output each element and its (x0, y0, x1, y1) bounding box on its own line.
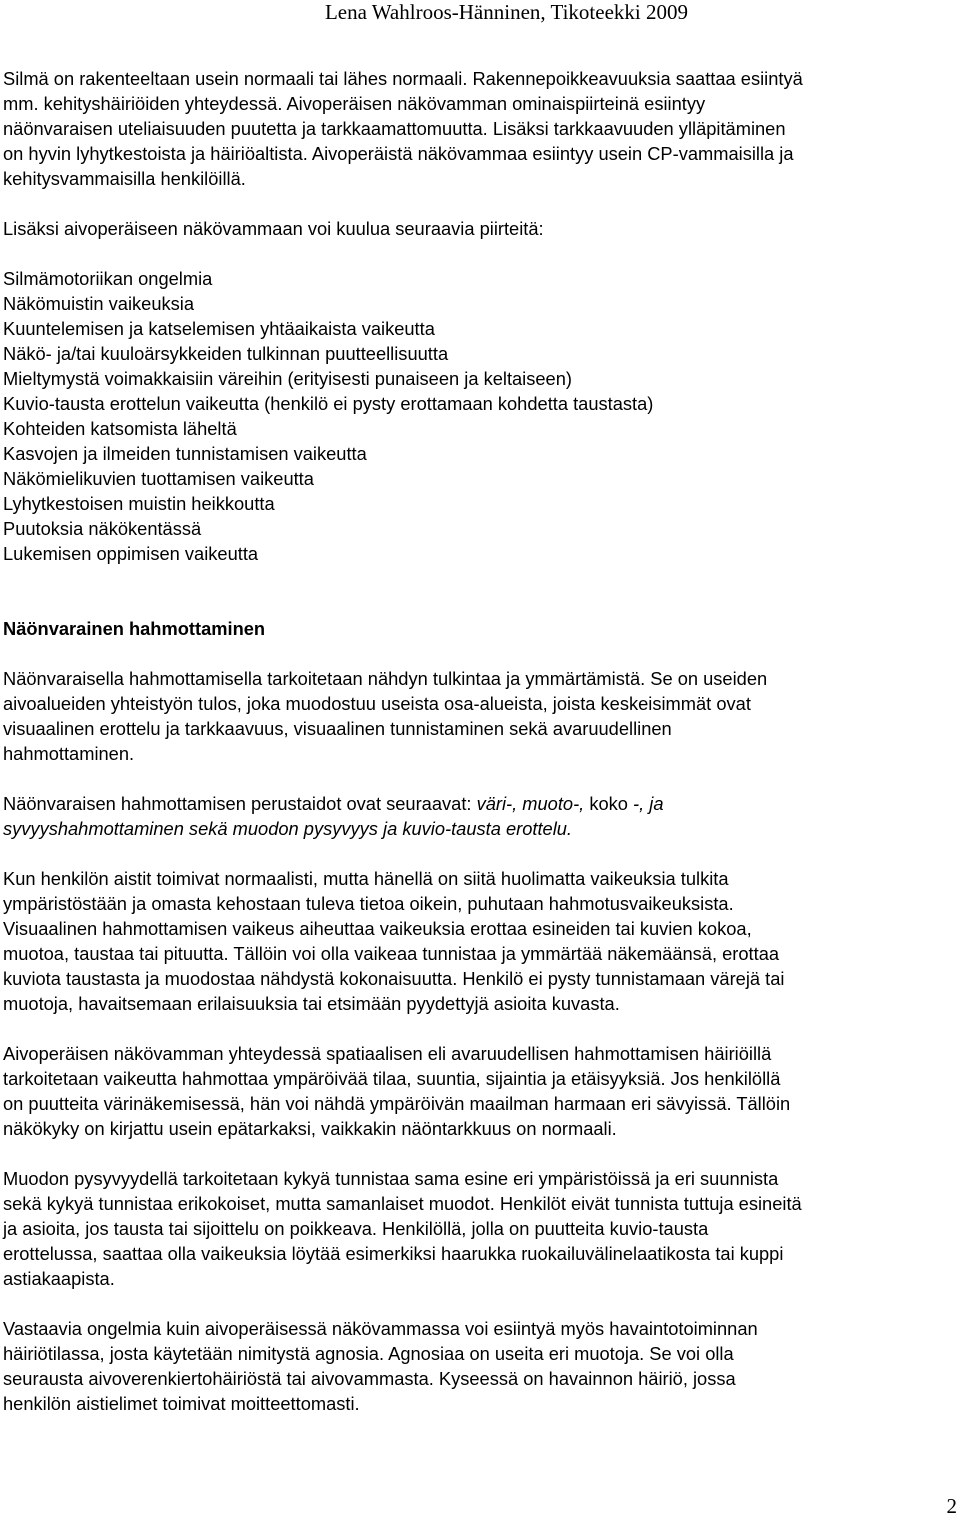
text-line: aivoalueiden yhteistyön tulos, joka muodostuu useista osa-alueista, joista keskeisimmät ovat (3, 693, 751, 714)
text-line: tarkoitetaan vaikeutta hahmottaa ympäröivää tilaa, suuntia, sijaintia ja etäisyyksiä. Jos henkilöllä (3, 1068, 781, 1089)
text-line: Vastaavia ongelmia kuin aivoperäisessä näkövammassa voi esiintyä myös havaintotoiminnan (3, 1318, 758, 1339)
text-segment-italic: -, ja (633, 793, 664, 814)
text-line: Silmä on rakenteeltaan usein normaali tai lähes normaali. Rakennepoikkeavuuksia saattaa esiintyä (3, 68, 803, 89)
text-line: hahmottaminen. (3, 743, 135, 764)
list-item: Näkömielikuvien tuottamisen vaikeutta (3, 468, 314, 489)
text-line: Muodon pysyvyydellä tarkoitetaan kykyä tunnistaa sama esine eri ympäristöissä ja eri suunnista (3, 1168, 779, 1189)
list-item: Lyhytkestoisen muistin heikkoutta (3, 493, 275, 514)
paragraph-agnosia (3, 1316, 958, 1416)
text-line: muotoa, taustaa tai pituutta. Tällöin voi olla vaikeaa tunnistaa ja ymmärtää näkemäänsä, erottaa (3, 943, 780, 964)
text-line: häiriötilassa, josta käytetään nimitystä agnosia. Agnosiaa on useita eri muotoja. Se voi olla (3, 1343, 734, 1364)
text-line: muotoja, havaitsemaan erilaisuuksia tai etsimään pyydettyjä asioita kuvasta. (3, 993, 620, 1014)
text-line: mm. kehityshäiriöiden yhteydessä. Aivoperäisen näkövamman ominaispiirteinä esiintyy (3, 93, 706, 114)
list-item: Kasvojen ja ilmeiden tunnistamisen vaikeutta (3, 443, 367, 464)
text-segment: Näönvaraisen hahmottamisen perustaidot ovat seuraavat: (3, 793, 477, 814)
list-item: Lukemisen oppimisen vaikeutta (3, 543, 259, 564)
text-line: Visuaalinen hahmottamisen vaikeus aiheuttaa vaikeuksia erottaa esineiden tai kuvien kokoa, (3, 918, 752, 939)
text-line: on hyvin lyhytkestoista ja häiriöaltista. Aivoperäistä näkövammaa esiintyy usein CP-vammaisilla ja (3, 143, 794, 164)
text-line: on puutteita värinäkemisessä, hän voi nähdä ympäröivän maailman harmaan eri sävyissä. Tällöin (3, 1093, 791, 1114)
list-item: Puutoksia näkökentässä (3, 518, 202, 539)
list-intro: Lisäksi aivoperäiseen näkövammaan voi kuulua seuraavia piirteitä: (3, 218, 544, 239)
page-number: 2 (946, 1494, 957, 1518)
text-line: kehitysvammaisilla henkilöillä. (3, 168, 246, 189)
paragraph-definition (3, 666, 958, 766)
list-item: Kuuntelemisen ja katselemisen yhtäaikaista vaikeutta (3, 318, 435, 339)
list-item: Kuvio-tausta erottelun vaikeutta (henkilö ei pysty erottamaan kohdetta taustasta) (3, 393, 654, 414)
text-line: ja asioita, jos tausta tai sijoittelu on poikkeava. Henkilöllä, jolla on puutteita kuvio-tausta (3, 1218, 709, 1239)
paragraph-eye-structure (3, 66, 958, 191)
text-line: seurausta aivoverenkiertohäiriöstä tai aivovammasta. Kyseessä on havainnon häiriö, jossa (3, 1368, 736, 1389)
text-line: näönvaraisen uteliaisuuden puutetta ja tarkkaamattomuutta. Lisäksi tarkkaavuuden ylläpitäminen (3, 118, 786, 139)
section-heading: Näönvarainen hahmottaminen (3, 618, 266, 639)
list-item: Näkö- ja/tai kuuloärsykkeiden tulkinnan puutteellisuutta (3, 343, 449, 364)
running-header: Lena Wahlroos-Hänninen, Tikoteekki 2009 (324, 0, 688, 24)
text-line: visuaalinen erottelu ja tarkkaavuus, visuaalinen tunnistaminen sekä avaruudellinen (3, 718, 672, 739)
list-item: Silmämotoriikan ongelmia (3, 268, 213, 289)
features-list (3, 266, 958, 566)
text-segment: koko (584, 793, 634, 814)
text-line: Näönvaraisella hahmottamisella tarkoitetaan nähdyn tulkintaa ja ymmärtämistä. Se on useiden (3, 668, 768, 689)
text-segment-italic: väri-, muoto-, (476, 793, 585, 814)
paragraph-basic-skills (3, 791, 958, 841)
list-item: Näkömuistin vaikeuksia (3, 293, 195, 314)
text-line: henkilön aistielimet toimivat moitteettomasti. (3, 1393, 360, 1414)
list-item: Mieltymystä voimakkaisiin väreihin (erityisesti punaiseen ja keltaiseen) (3, 368, 572, 389)
text-line: kuviota taustasta ja muodostaa nähdystä kokonaisuutta. Henkilö ei pysty tunnistamaan värejä tai (3, 968, 785, 989)
text-line: Aivoperäisen näkövamman yhteydessä spatiaalisen eli avaruudellisen hahmottamisen häiriöillä (3, 1043, 772, 1064)
list-item: Kohteiden katsomista läheltä (3, 418, 237, 439)
document-body (3, 66, 958, 1416)
text-line: erottelussa, saattaa olla vaikeuksia löytää esimerkiksi haarukka ruokailuvälinelaatikosta tai kuppi (3, 1243, 784, 1264)
text-segment-italic: syvyyshahmottaminen sekä muodon pysyvyys ja kuvio-tausta erottelu. (3, 818, 573, 839)
paragraph-perception-difficulties (3, 866, 958, 1016)
text-line: sekä kykyä tunnistaa erikokoiset, mutta samanlaiset muodot. Henkilöt eivät tunnista tuttuja esineitä (3, 1193, 802, 1214)
text-line: Kun henkilön aistit toimivat normaalisti, mutta hänellä on siitä huolimatta vaikeuksia tulkita (3, 868, 729, 889)
paragraph-spatial-perception (3, 1041, 958, 1141)
text-line: näkökyky on kirjattu usein epätarkaksi, vaikkakin näöntarkkuus on normaali. (3, 1118, 617, 1139)
text-line: astiakaapista. (3, 1268, 115, 1289)
paragraph-shape-constancy (3, 1166, 958, 1291)
text-line: ympäristöstään ja omasta kehostaan tuleva tietoa oikein, puhutaan hahmotusvaikeuksista. (3, 893, 734, 914)
